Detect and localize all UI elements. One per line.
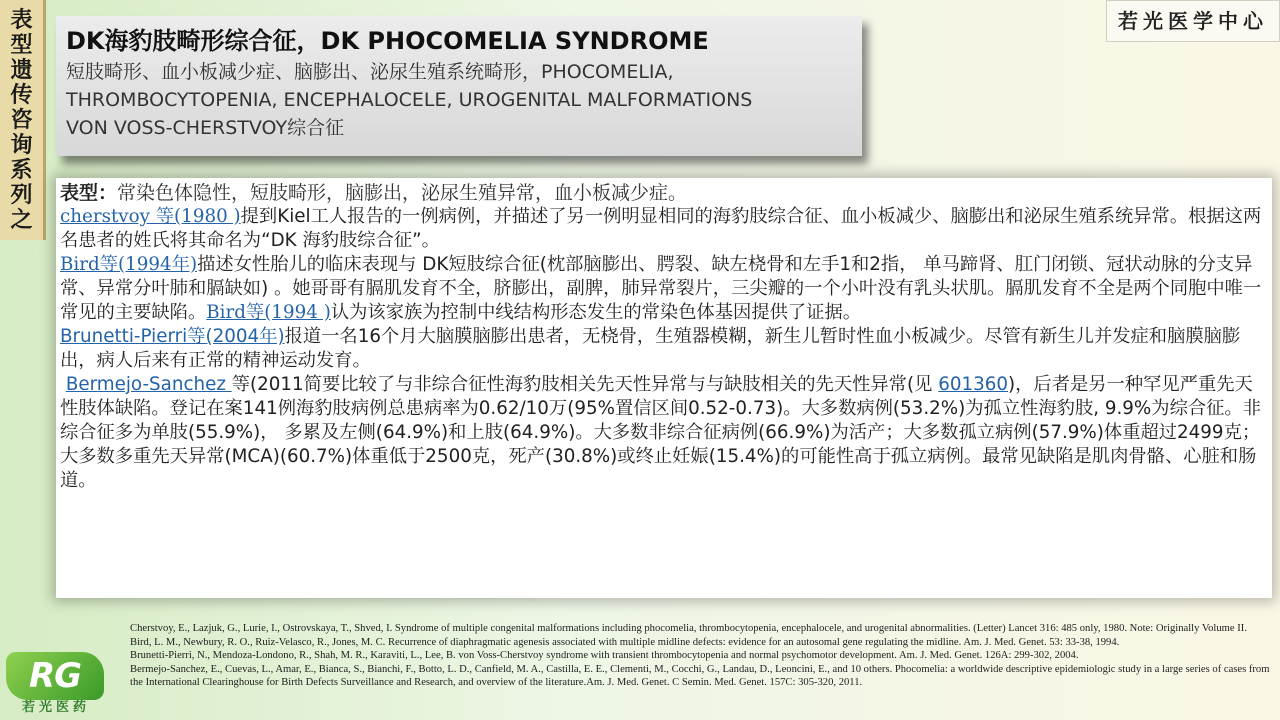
paragraph-cherstvoy xyxy=(60,205,1262,253)
brunetti-link[interactable]: Brunetti-Pierri等(2004年) xyxy=(60,326,285,347)
center-logo-text: 若光医学中心 xyxy=(1118,9,1268,33)
title-box xyxy=(56,16,862,156)
bird-link[interactable]: Bird等(1994年) xyxy=(60,254,198,275)
reference-item: Bermejo-Sanchez, E., Cuevas, L., Amar, E., Bianca, S., Bianchi, F., Botto, L. D., Canfield, M. A., Castilla, E. E., Clementi, M., Cocchi, G., Landau, D., Leoncini, E., and 10 others. Phocomelia: a worldwide descriptive epidemiologic study in a large series of cases from the International Clearinghouse for Birth Defects Surveillance and Research, and overview of the literature.Am. J. Med. Genet. C Semin. Med. Genet. 157C: 305-320, 2011. xyxy=(130,663,1270,688)
bermejo-link[interactable]: Bermejo-Sanchez xyxy=(65,374,232,395)
series-banner xyxy=(0,0,46,240)
paragraph-brunetti-text: 报道一名16个月大脑膜脑膨出患者，无桡骨，生殖器模糊，新生儿暂时性血小板减少。尽管有新生儿并发症和脑膜脑膨出，病人后来有正常的精神运动发育。 xyxy=(60,326,1241,371)
page-title: DK海豹肢畸形综合征，DK PHOCOMELIA SYNDROME xyxy=(66,27,709,55)
paragraph-bird xyxy=(60,253,1262,325)
title-subtitle-line-1: 短肢畸形、血小板减少症、脑膨出、泌尿生殖系统畸形，PHOCOMELIA, xyxy=(66,61,674,83)
bird-link-2[interactable]: Bird等(1994 ) xyxy=(206,302,331,323)
references xyxy=(130,622,1270,690)
company-logo-name: 若光医药 xyxy=(21,700,90,715)
title-subtitle xyxy=(66,58,850,142)
phenotype-label: 表型： xyxy=(60,182,118,204)
company-logo-mark: RG xyxy=(6,652,104,700)
paragraph-brunetti xyxy=(60,325,1262,373)
paragraph-bermejo-text-b: )，后者是另一种罕见严重先天性肢体缺陷。登记在案141例海豹肢病例总患病率为0.62/10万(95%置信区间0.52-0.73)。大多数病例(53.2%)为孤立性海豹肢, 9.9%为综合征。非综合征多为单肢(55.9%)， 多累及左侧(64.9%)和上肢(64.9%)。大多数非综合征病例(66.9%)为活产；大多数孤立病例(57.9%)体重超过2499克；大多数多重先天异常(MCA)(60.7%)体重低于2500克，死产(30.8%)或终止妊娠(15.4%)的可能性高于孤立病例。最常见缺陷是肌肉骨骼、心脏和肠道。 xyxy=(60,374,1261,491)
reference-item: Brunetti-Pierri, N., Mendoza-Londono, R., Shah, M. R., Karaviti, L., Lee, B. von Voss-Cherstvoy syndrome with transient thrombocytopenia and normal psychomotor development. Am. J. Med. Genet. 126A: 299-302, 2004. xyxy=(130,650,1079,661)
omim-601360-link[interactable]: 601360 xyxy=(938,374,1008,395)
phenotype-line xyxy=(60,181,1262,205)
content-box xyxy=(56,178,1272,598)
phenotype-text: 常染色体隐性，短肢畸形，脑膨出，泌尿生殖异常，血小板减少症。 xyxy=(117,182,688,204)
paragraph-bermejo xyxy=(60,373,1262,493)
reference-item: Bird, L. M., Newbury, R. O., Ruiz-Velasco, R., Jones, M. C. Recurrence of diaphragmatic agenesis associated with multiple midline defects: evidence for an autosomal gene regulating the midline. Am. J. Med. Genet. 53: 33-38, 1994. xyxy=(130,636,1120,648)
paragraph-bird-text-b: 认为该家族为控制中线结构形态发生的常染色体基因提供了证据。 xyxy=(330,302,862,323)
company-logo xyxy=(4,652,108,718)
cherstvoy-link[interactable]: cherstvoy 等(1980 ) xyxy=(60,206,241,227)
title-subtitle-line-3: VON VOSS-CHERSTVOY综合征 xyxy=(66,117,345,139)
title-subtitle-line-2: THROMBOCYTOPENIA, ENCEPHALOCELE, UROGENITAL MALFORMATIONS xyxy=(66,89,753,111)
reference-item: Cherstvoy, E., Lazjuk, G., Lurie, I., Ostrovskaya, T., Shved, I. Syndrome of multiple congenital malformations including phocomelia, thrombocytopenia, encephalocele, and urogenital abnormalities. (Letter) Lancet 316: 485 only, 1980. Note: Originally Volume II. xyxy=(130,623,1247,634)
paragraph-bermejo-text-a: 等(2011简要比较了与非综合征性海豹肢相关先天性异常与与缺肢相关的先天性异常(见 xyxy=(231,374,939,395)
paragraph-cherstvoy-text: 提到Kiel工人报告的一例病例，并描述了另一例明显相同的海豹肢综合征、血小板减少、脑膨出和泌尿生殖系统异常。根据这两名患者的姓氏将其命名为“DK 海豹肢综合征”。 xyxy=(60,206,1262,251)
series-banner-label: 表型遗传咨询系列之 xyxy=(10,8,33,233)
center-logo xyxy=(1106,0,1280,42)
paragraph-bird-text-a: 描述女性胎儿的临床表现与 DK短肢综合征(枕部脑膨出、腭裂、缺左桡骨和左手1和2指， 单马蹄肾、肛门闭锁、冠状动脉的分支异常、异常分叶肺和膈缺如) 。她哥哥有膈肌发育不全，脐膨出，副脾，肺异常裂片，三尖瓣的一个小叶没有乳头状肌。膈肌发育不全是两个同胞中唯一常见的主要缺陷。 xyxy=(60,254,1262,323)
